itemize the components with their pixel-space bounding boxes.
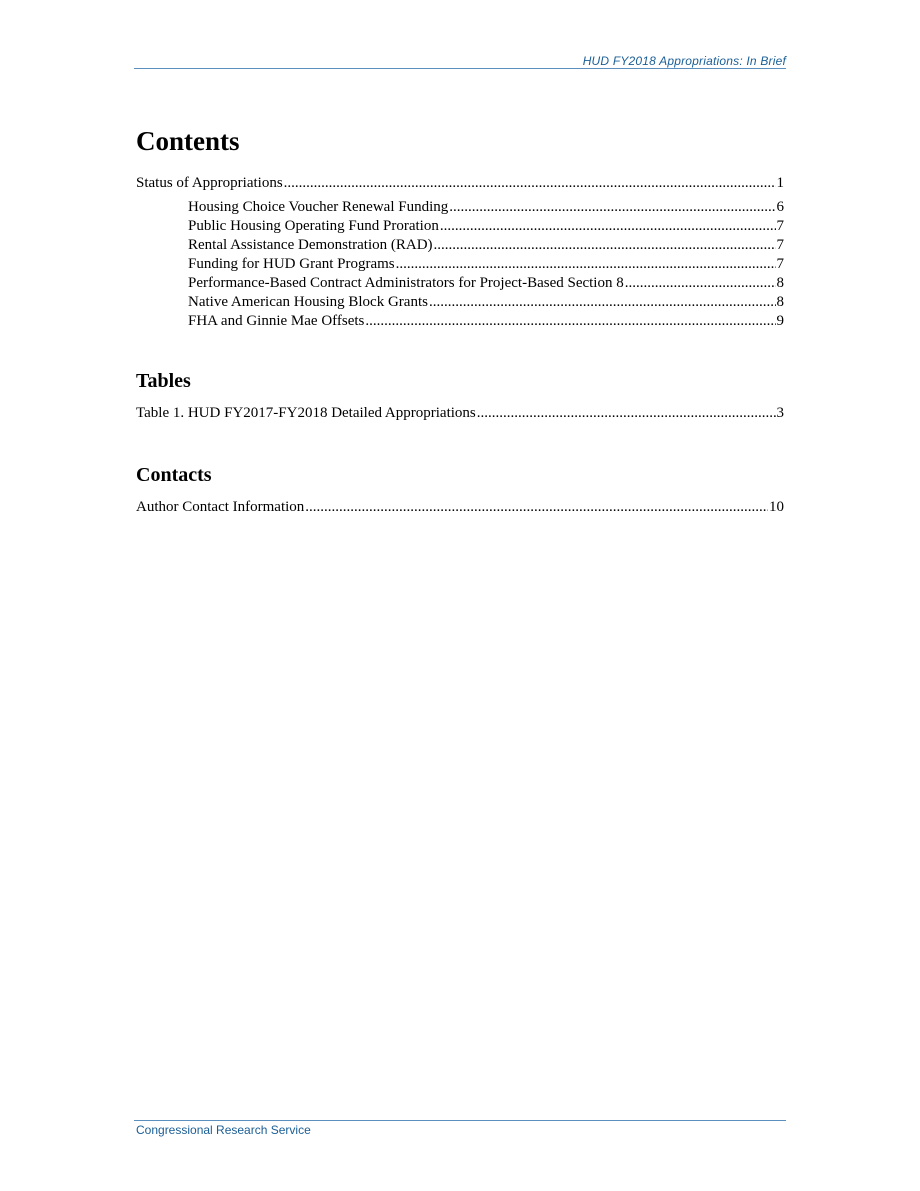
- dot-leader: [429, 293, 776, 312]
- dot-leader: [434, 236, 776, 255]
- dot-leader: [477, 404, 776, 423]
- toc-entry[interactable]: [136, 174, 784, 193]
- toc-entry-title: Rental Assistance Demonstration (RAD): [188, 237, 433, 253]
- toc-entry[interactable]: [136, 255, 784, 274]
- dot-leader: [305, 498, 768, 517]
- toc-entry-page: 8: [776, 294, 784, 310]
- header-divider: [134, 68, 786, 69]
- toc-entry-title: Housing Choice Voucher Renewal Funding: [188, 199, 449, 215]
- toc-entry[interactable]: [136, 274, 784, 293]
- toc-entry-title: Status of Appropriations: [136, 175, 283, 191]
- toc-entry-page: 8: [776, 275, 784, 291]
- toc-entry-title: Table 1. HUD FY2017-FY2018 Detailed Appropriations: [136, 405, 476, 421]
- toc-entry-page: 10: [769, 499, 784, 515]
- tables-heading: Tables: [136, 370, 191, 392]
- toc-entry-title: FHA and Ginnie Mae Offsets: [188, 313, 365, 329]
- toc-entry-page: 7: [776, 256, 784, 272]
- contents-heading: Contents: [136, 126, 240, 156]
- toc-entry-title: Performance-Based Contract Administrators for Project-Based Section 8: [188, 275, 624, 291]
- footer-divider: [134, 1120, 786, 1121]
- toc-entry-page: 7: [776, 218, 784, 234]
- dot-leader: [625, 274, 776, 293]
- toc-entry-page: 7: [776, 237, 784, 253]
- toc-entry-title: Author Contact Information: [136, 499, 305, 515]
- toc-entry[interactable]: [136, 217, 784, 236]
- dot-leader: [284, 174, 776, 193]
- toc-entry-title: Native American Housing Block Grants: [188, 294, 428, 310]
- contents-list: [136, 174, 784, 331]
- toc-entry-title: Funding for HUD Grant Programs: [188, 256, 395, 272]
- running-header-title: HUD FY2018 Appropriations: In Brief: [582, 54, 786, 68]
- dot-leader: [396, 255, 776, 274]
- toc-entry[interactable]: [136, 236, 784, 255]
- contacts-list: [136, 498, 784, 517]
- dot-leader: [365, 312, 775, 331]
- dot-leader: [440, 217, 776, 236]
- toc-entry[interactable]: [136, 404, 784, 423]
- footer-organization: Congressional Research Service: [136, 1123, 311, 1137]
- tables-list: [136, 404, 784, 423]
- toc-entry-title: Public Housing Operating Fund Proration: [188, 218, 439, 234]
- toc-entry[interactable]: [136, 293, 784, 312]
- toc-entry-page: 9: [776, 313, 784, 329]
- toc-entry[interactable]: [136, 198, 784, 217]
- toc-entry-page: 3: [776, 405, 784, 421]
- toc-entry-page: 1: [776, 175, 784, 191]
- toc-entry[interactable]: [136, 312, 784, 331]
- dot-leader: [449, 198, 775, 217]
- toc-entry-page: 6: [776, 199, 784, 215]
- toc-entry[interactable]: [136, 498, 784, 517]
- contacts-heading: Contacts: [136, 464, 212, 486]
